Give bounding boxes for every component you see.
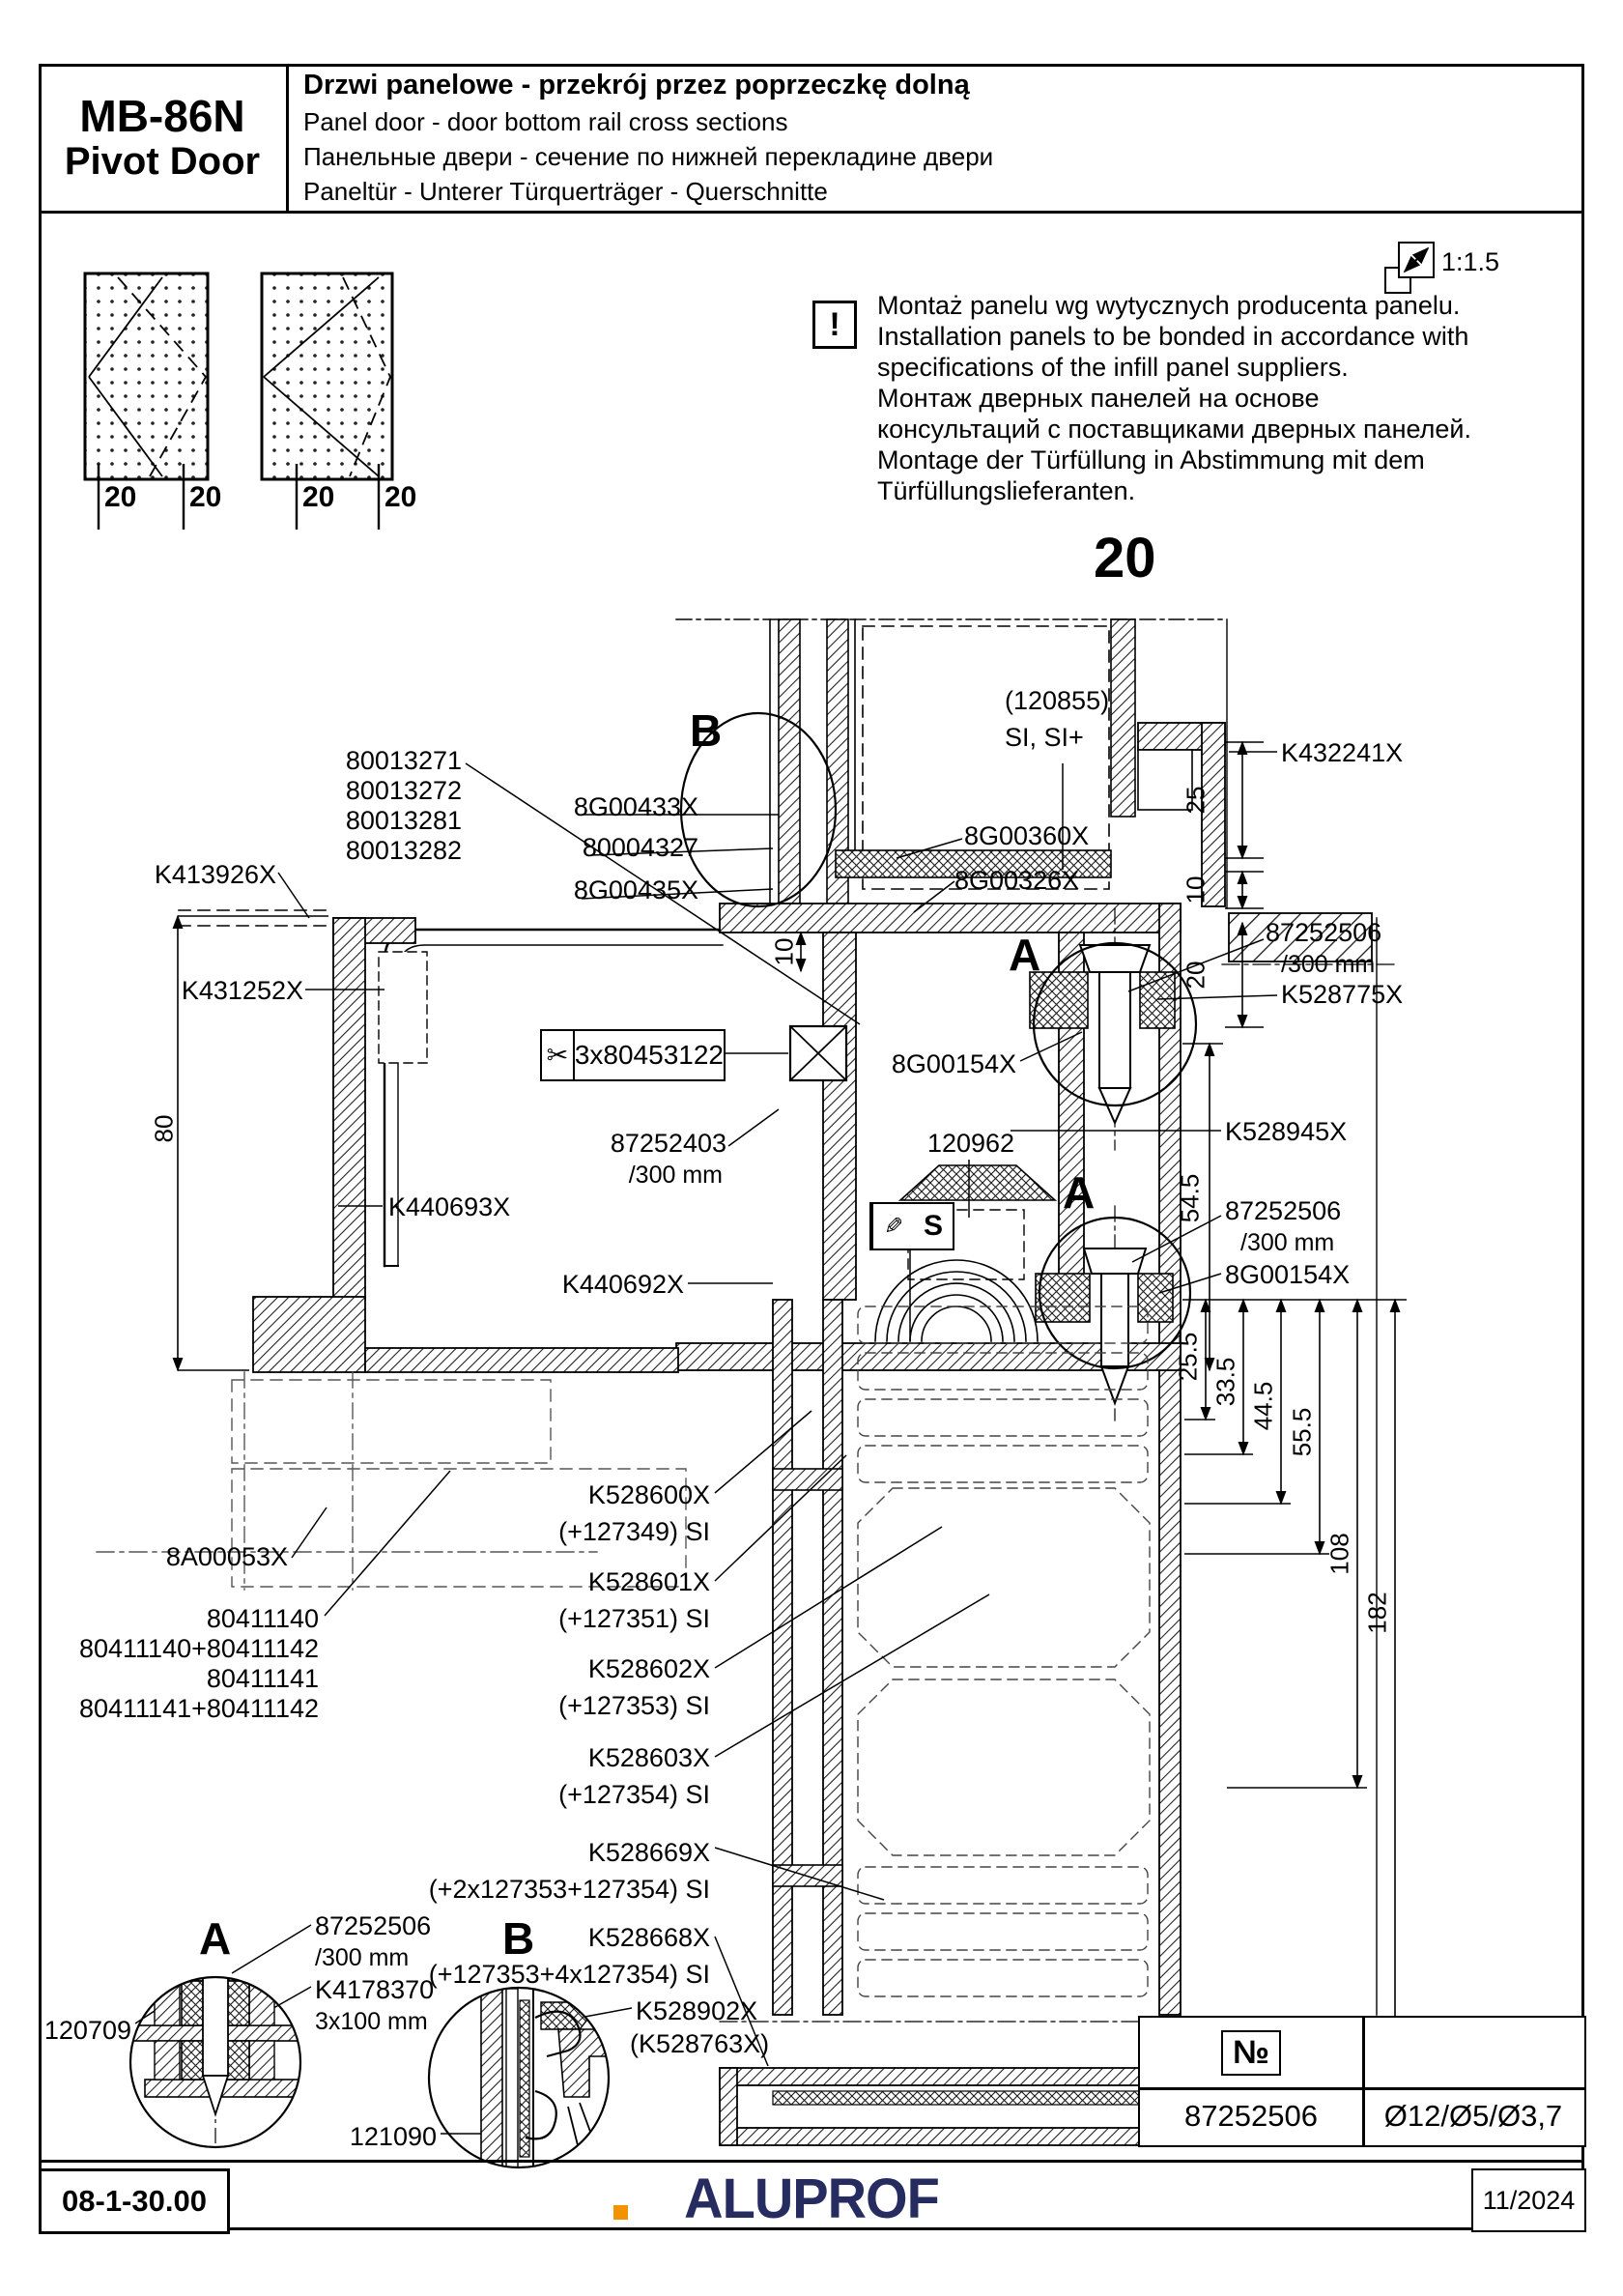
surface-marker-box — [869, 1202, 954, 1250]
callout-k528602x-si: (+127353) SI — [558, 1691, 710, 1720]
warning-line: Montaż panelu wg wytycznych producenta panelu. — [877, 291, 1461, 320]
callout-120709: 120709 — [43, 2016, 131, 2045]
product-title-block — [39, 64, 286, 211]
callout-80004327: 80004327 — [582, 833, 698, 862]
title-en: Panel door - door bottom rail cross sections — [303, 107, 788, 136]
callout-k413926x: K413926X — [154, 860, 276, 889]
callout-k528603x: K528603X — [587, 1743, 710, 1772]
callout-120855: (120855) — [1005, 686, 1110, 715]
detail-a-marker-1: A — [1009, 930, 1041, 980]
scissors-icon: ✂ — [542, 1031, 575, 1079]
brand-logo — [599, 2167, 1024, 2228]
s-marker-label: S — [923, 1210, 943, 1242]
warning-line: консультаций с поставщиками дверных панелей. — [877, 415, 1471, 444]
callout-87252403-per: /300 mm — [628, 1162, 723, 1189]
lower-column — [720, 1300, 1222, 2022]
callout-k528763x: (K528763X) — [630, 2029, 770, 2058]
dim-182: 182 — [1362, 1592, 1392, 1634]
callout-k528601x-si: (+127351) SI — [558, 1604, 710, 1633]
marker-pen-icon: ✎ — [871, 1204, 914, 1248]
callout-87252506-mid-per: /300 mm — [1240, 1229, 1335, 1256]
warning-line: Montage der Türfüllung in Abstimmung mit dem — [877, 445, 1425, 474]
table-header-number — [1140, 2018, 1362, 2087]
table-cell-number: 87252506 — [1184, 2099, 1318, 2133]
detail-a-screw: 87252506 — [315, 1911, 432, 1940]
callout-87252506-mid: 87252506 — [1225, 1196, 1342, 1225]
part-number: 80411141+80411142 — [78, 1694, 319, 1724]
callout-k528669x: K528669X — [587, 1838, 710, 1867]
callout-k431252x: K431252X — [181, 976, 303, 1005]
part-number: 80411141 — [206, 1664, 319, 1694]
warning-glyph: ! — [829, 305, 840, 343]
title-pl: Drzwi panelowe - przekrój przez poprzeczkę dolną — [303, 70, 970, 100]
detail-b-title: B — [502, 1913, 535, 1964]
callout-k528601x: K528601X — [587, 1567, 710, 1596]
callout-k440693x: K440693X — [388, 1192, 511, 1221]
callout-k528600x-si: (+127349) SI — [558, 1517, 710, 1546]
number-symbol: № — [1221, 2030, 1281, 2076]
callout-8g00154x-mid: 8G00154X — [1225, 1260, 1351, 1289]
callout-87252506-top: 87252506 — [1266, 918, 1382, 947]
section-number: 20 — [1094, 527, 1156, 589]
callout-k440692x: K440692X — [561, 1270, 684, 1299]
fastener-ref-table — [1138, 2016, 1586, 2147]
dim-25: 25 — [1181, 786, 1210, 815]
cut-label: 3x80453122 — [574, 1040, 724, 1070]
thumb-dim: 20 — [104, 481, 137, 513]
sheet-titles — [303, 70, 993, 212]
detail-b-drawing — [429, 1988, 609, 2168]
frame-left — [39, 64, 42, 2230]
part-number: 80013271 — [345, 746, 462, 775]
callout-k528902x: K528902X — [636, 1996, 758, 2025]
title-ru: Панельные двери - сечение по нижней перекладине двери — [303, 142, 994, 171]
frame-right — [1581, 64, 1584, 2230]
brand-wordmark: ALUPROF — [684, 2165, 939, 2230]
main-section — [97, 619, 1396, 2145]
callout-k528775x: K528775X — [1281, 980, 1404, 1009]
callout-k528668x-si: (+127353+4x127354) SI — [428, 1960, 710, 1989]
callout-k432241x: K432241X — [1281, 738, 1404, 767]
footer-rule — [39, 2160, 1584, 2163]
brand-orange-square — [613, 2205, 628, 2220]
callout-k528669x-si: (+2x127353+127354) SI — [428, 1875, 710, 1904]
title-de: Paneltür - Unterer Türquerträger - Querschnitte — [303, 177, 828, 206]
detail-b-marker: B — [690, 705, 723, 756]
dim-25-5: 25.5 — [1173, 1332, 1203, 1382]
warning-line: Installation panels to be bonded in accordance with — [877, 322, 1469, 351]
dim-54-5: 54.5 — [1175, 1173, 1205, 1223]
dim-55-5: 55.5 — [1287, 1407, 1317, 1457]
dim-44-5: 44.5 — [1248, 1381, 1278, 1431]
warning-line: Монтаж дверных панелей на основе — [877, 384, 1320, 413]
dim-10-left: 10 — [769, 937, 799, 966]
callout-87252506-top-per: /300 mm — [1281, 951, 1376, 978]
part-number: 80013282 — [345, 836, 462, 866]
header-divider — [286, 64, 289, 211]
warning-icon — [812, 301, 857, 349]
thumb-dim: 20 — [302, 481, 335, 513]
dim-20-right: 20 — [1181, 961, 1210, 990]
callout-87252403: 87252403 — [610, 1129, 726, 1158]
product-subname: Pivot Door — [64, 140, 261, 184]
part-number: 80411140 — [206, 1604, 319, 1633]
dim-33-5: 33.5 — [1210, 1357, 1240, 1407]
callout-k528602x: K528602X — [587, 1654, 710, 1683]
warning-line: Türfüllungslieferanten. — [877, 476, 1136, 505]
callout-8g00435x: 8G00435X — [573, 875, 698, 904]
callout-k528600x: K528600X — [587, 1480, 710, 1509]
warning-line: specifications of the infill panel suppliers. — [877, 353, 1349, 382]
dim-108: 108 — [1324, 1533, 1354, 1575]
part-number: 80013281 — [345, 806, 462, 836]
part-number: 80013272 — [345, 776, 462, 806]
detail-a-marker-2: A — [1063, 1167, 1096, 1218]
callout-k528603x-si: (+127354) SI — [558, 1780, 710, 1809]
warning-text — [877, 290, 1471, 506]
callout-k528668x: K528668X — [587, 1923, 710, 1952]
callout-8g00154x-top: 8G00154X — [891, 1049, 1016, 1078]
thumb-dim: 20 — [189, 481, 222, 513]
table-header-tool — [1362, 2018, 1584, 2087]
product-name: MB-86N — [79, 90, 245, 141]
detail-a-pin-per: 3x100 mm — [315, 2008, 428, 2035]
callout-si: SI, SI+ — [1005, 723, 1084, 752]
callout-8a00053x: 8A00053X — [165, 1542, 288, 1571]
thumb-dim: 20 — [384, 481, 417, 513]
callout-8g00326x: 8G00326X — [954, 866, 1080, 895]
doc-number-box: 08-1-30.00 — [39, 2168, 230, 2234]
scale-icon — [1385, 243, 1434, 293]
callout-profile-stack — [346, 746, 462, 866]
part-number: 80411140+80411142 — [78, 1634, 319, 1664]
dim-10-right: 10 — [1181, 875, 1210, 904]
scale-label: 1:1.5 — [1441, 247, 1500, 276]
detail-a-screw-per: /300 mm — [315, 1944, 410, 1971]
callout-base-stack — [79, 1604, 319, 1724]
callout-k528945x: K528945X — [1225, 1117, 1348, 1146]
callout-8g00360x: 8G00360X — [964, 821, 1090, 850]
callout-120962: 120962 — [926, 1129, 1015, 1158]
detail-a-title: A — [199, 1913, 232, 1964]
table-cell-tool: Ø12/Ø5/Ø3,7 — [1383, 2099, 1563, 2133]
detail-a-pin: K4178370 — [315, 1975, 435, 2004]
callout-121090: 121090 — [349, 2122, 437, 2151]
callout-8g00433x: 8G00433X — [573, 792, 698, 821]
cut-instruction-box — [540, 1029, 726, 1081]
date-box: 11/2024 — [1471, 2168, 1586, 2232]
dim-80: 80 — [149, 1114, 179, 1143]
